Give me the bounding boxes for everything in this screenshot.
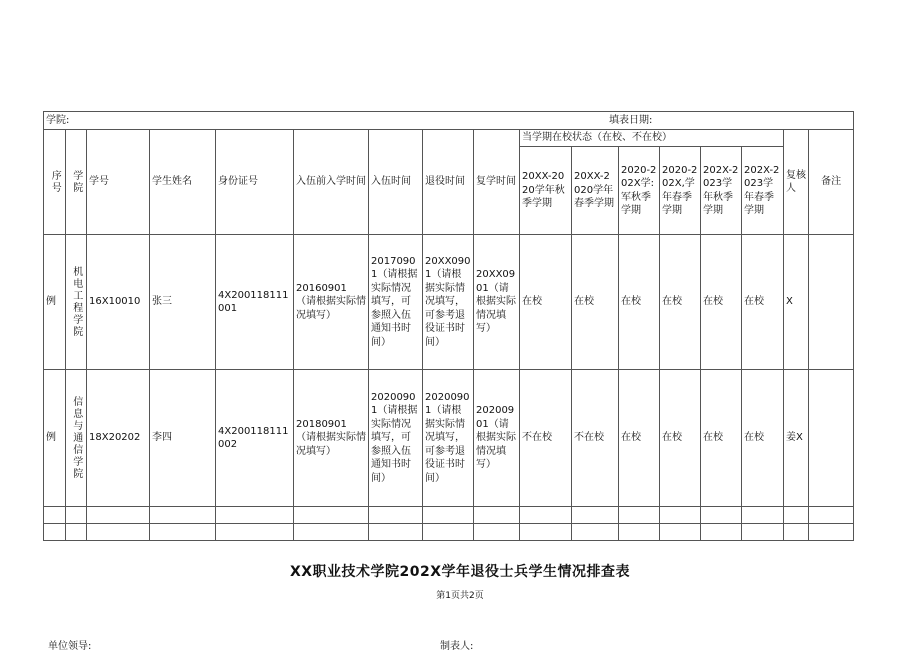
status-col-1-header: 20XX-2020学年秋季学期 bbox=[520, 147, 572, 235]
row-status-6: 在校 bbox=[742, 370, 784, 507]
row-name: 李四 bbox=[150, 370, 216, 507]
row-resume-time: 20200901（请根据实际情况填写） bbox=[474, 370, 520, 507]
col-remarks-header: 备注 bbox=[809, 130, 854, 235]
col-college-header: 学院 bbox=[66, 130, 87, 235]
row-reviewer: X bbox=[784, 235, 809, 370]
page-indicator: 第1页共2页 bbox=[436, 591, 484, 601]
table-row bbox=[44, 235, 854, 370]
school-label: 学院: bbox=[46, 114, 70, 126]
row-college: 信息与通信学院 bbox=[66, 370, 87, 507]
table-row bbox=[44, 370, 854, 507]
col-enlist-header: 入伍时间 bbox=[369, 130, 423, 235]
status-col-6-header: 202X-2023学年春季学期 bbox=[742, 147, 784, 235]
leader-signature-label: 单位领导: bbox=[48, 641, 92, 652]
row-id-card: 4X200118111001 bbox=[216, 235, 294, 370]
row-retire-time: 20200901（请根据实际情况填写，可参考退役证书时间） bbox=[423, 370, 474, 507]
row-status-3: 在校 bbox=[619, 370, 660, 507]
row-status-1: 在校 bbox=[520, 235, 572, 370]
row-status-5: 在校 bbox=[701, 235, 742, 370]
blank-row bbox=[44, 507, 854, 524]
row-student-id: 18X20202 bbox=[87, 370, 150, 507]
col-seq-header: 序号 bbox=[44, 130, 66, 235]
row-id-card: 4X200118111002 bbox=[216, 370, 294, 507]
status-col-5-header: 202X-2023学年秋季学期 bbox=[701, 147, 742, 235]
row-reviewer: 姜X bbox=[784, 370, 809, 507]
row-status-4: 在校 bbox=[660, 370, 701, 507]
row-remarks bbox=[809, 370, 854, 507]
blank-row bbox=[44, 524, 854, 541]
row-enlist-time: 20200901（请根据实际情况填写，可参照入伍通知书时间） bbox=[369, 370, 423, 507]
row-name: 张三 bbox=[150, 235, 216, 370]
preparer-signature-label: 制表人: bbox=[440, 641, 474, 652]
row-status-5: 在校 bbox=[701, 370, 742, 507]
row-status-2: 在校 bbox=[572, 235, 619, 370]
col-retire-header: 退役时间 bbox=[423, 130, 474, 235]
column-header-row-1 bbox=[44, 130, 854, 147]
row-seq: 例 bbox=[44, 235, 66, 370]
row-seq: 例 bbox=[44, 370, 66, 507]
row-status-1: 不在校 bbox=[520, 370, 572, 507]
col-student-id-header: 学号 bbox=[87, 130, 150, 235]
status-col-2-header: 20XX-2020学年春季学期 bbox=[572, 147, 619, 235]
col-pre-enroll-header: 入伍前入学时间 bbox=[294, 130, 369, 235]
row-status-2: 不在校 bbox=[572, 370, 619, 507]
date-label: 填表日期: bbox=[609, 114, 653, 126]
col-resume-header: 复学时间 bbox=[474, 130, 520, 235]
row-student-id: 16X10010 bbox=[87, 235, 150, 370]
row-status-3: 在校 bbox=[619, 235, 660, 370]
col-reviewer-header: 复核人 bbox=[784, 130, 809, 235]
header-info-row bbox=[44, 112, 854, 130]
row-college: 机电工程学院 bbox=[66, 235, 87, 370]
row-pre-enroll: 20160901（请根据实际情况填写） bbox=[294, 235, 369, 370]
col-name-header: 学生姓名 bbox=[150, 130, 216, 235]
row-resume-time: 20XX0901（请根据实际情况填写） bbox=[474, 235, 520, 370]
row-status-6: 在校 bbox=[742, 235, 784, 370]
status-group-header: 当学期在校状态（在校、不在校） bbox=[520, 130, 784, 147]
row-retire-time: 20XX0901（请根据实际情况填写，可参考退役证书时间） bbox=[423, 235, 474, 370]
status-col-3-header: 2020-202X学:军秋季学期 bbox=[619, 147, 660, 235]
row-status-4: 在校 bbox=[660, 235, 701, 370]
col-id-card-header: 身份证号 bbox=[216, 130, 294, 235]
status-col-4-header: 2020-202X,学年春季学期 bbox=[660, 147, 701, 235]
document-title: XX职业技术学院202X学年退役士兵学生情况排查表 bbox=[289, 564, 631, 580]
survey-table bbox=[43, 111, 854, 541]
row-enlist-time: 20170901（请根据实际情况填写，可参照入伍通知书时间） bbox=[369, 235, 423, 370]
row-remarks bbox=[809, 235, 854, 370]
row-pre-enroll: 20180901（请根据实际情况填写） bbox=[294, 370, 369, 507]
